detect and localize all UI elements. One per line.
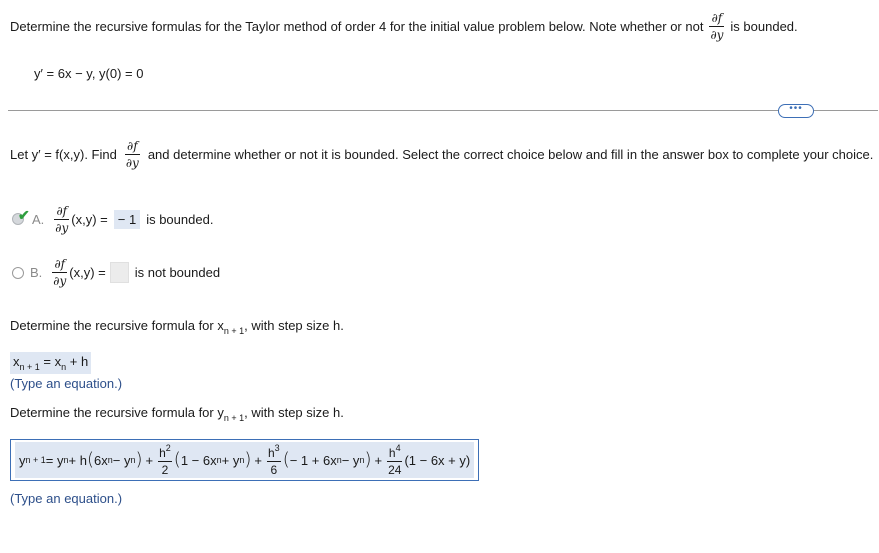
formula-term: h [388, 446, 396, 460]
subscript: n [130, 455, 136, 465]
h3-fraction [267, 444, 281, 476]
question-prompt [10, 12, 798, 41]
answer-text: = x [39, 354, 62, 369]
fraction-numerator: ∂f [54, 257, 66, 271]
choice-b[interactable] [12, 258, 220, 287]
formula-term: + h [68, 452, 87, 468]
formula-term: 1 − 6x [180, 452, 217, 468]
part2-text-end: , with step size h. [244, 318, 344, 333]
fraction-numerator: ∂f [711, 11, 723, 25]
section-divider [8, 110, 878, 111]
fraction-bar [387, 461, 402, 462]
part1-instruction [10, 140, 873, 169]
partial-derivative-fraction [125, 140, 140, 169]
paren-open: ( [173, 449, 181, 470]
superscript: 2 [165, 443, 171, 453]
choice-a-radio[interactable] [12, 206, 30, 227]
type-equation-hint: (Type an equation.) [10, 491, 123, 506]
formula-term: h [267, 446, 275, 460]
partial-derivative-fraction [54, 205, 69, 234]
part3-text-end: , with step size h. [244, 405, 344, 420]
subscript: n [239, 455, 245, 465]
fraction-numerator [158, 444, 172, 459]
choice-tail: is bounded. [146, 212, 214, 227]
ivp-equation: y′ = 6x − y, y(0) = 0 [34, 66, 144, 81]
h2-fraction [158, 444, 172, 476]
subscript: n + 1 [223, 326, 245, 336]
subscript: n [107, 455, 113, 465]
y-recursion-answer-box[interactable] [10, 439, 479, 481]
part3-text: Determine the recursive formula for y [10, 405, 224, 420]
choice-letter: A. [32, 212, 45, 227]
formula-term: h [159, 446, 166, 460]
formula-term: − 1 + 6x [289, 452, 337, 468]
choice-tail: is not bounded [134, 265, 221, 280]
fraction-denominator: ∂y [53, 274, 67, 288]
paren-close: ) [465, 452, 471, 468]
fraction-denominator: ∂y [55, 221, 69, 235]
paren-close: ) [244, 449, 252, 470]
fraction-denominator: 6 [270, 463, 278, 477]
subscript: n [63, 455, 69, 465]
fraction-bar [54, 219, 69, 220]
fraction-numerator [267, 444, 281, 459]
more-dots-icon: ••• [789, 102, 803, 114]
paren-open: ( [404, 452, 409, 468]
answer-text: + h [66, 354, 89, 369]
paren-open: ( [282, 449, 290, 470]
part2-instruction [10, 318, 344, 336]
fraction-numerator: ∂f [127, 139, 138, 153]
formula-term: y [19, 452, 26, 468]
subscript: n [336, 455, 342, 465]
formula-term: − y [341, 452, 360, 468]
fraction-bar [52, 272, 67, 273]
choice-a[interactable] [12, 205, 213, 234]
checkmark-icon: ✔ [18, 206, 30, 223]
part1-text-end: and determine whether or not it is bounded. Select the correct choice below and fill in the answer box to complete your choice. [147, 147, 874, 162]
subscript: n [359, 455, 365, 465]
choice-b-radio[interactable] [12, 267, 24, 279]
paren-close: ) [364, 449, 372, 470]
plus-sign: + [254, 452, 262, 468]
more-button[interactable] [778, 104, 814, 118]
plus-sign: + [145, 452, 154, 468]
h4-fraction [387, 444, 402, 476]
formula-term: 1 − 6x + y [408, 452, 466, 468]
choice-args: (x,y) = [69, 265, 106, 280]
fraction-numerator: ∂f [56, 204, 68, 218]
subscript: n + 1 [223, 413, 245, 423]
subscript: n [61, 362, 67, 372]
answer-text: x [13, 354, 20, 369]
part3-instruction [10, 405, 344, 423]
superscript: 3 [274, 443, 280, 453]
fraction-bar [125, 154, 140, 155]
question-text: Determine the recursive formulas for the Taylor method of order 4 for the initial value problem below. Note whether or not [10, 19, 704, 34]
fraction-denominator: ∂y [125, 156, 139, 170]
subscript: n + 1 [25, 455, 46, 465]
part1-text: Let y′ = f(x,y). Find [10, 147, 117, 162]
formula-term: + y [221, 452, 240, 468]
answer-box-b[interactable] [110, 262, 129, 283]
subscript: n [216, 455, 222, 465]
fraction-numerator [388, 444, 402, 459]
fraction-denominator: 24 [388, 463, 402, 477]
formula-term: = y [45, 452, 64, 468]
fraction-denominator: ∂y [710, 28, 724, 42]
x-recursion-answer[interactable] [10, 352, 91, 374]
y-recursion-formula [15, 442, 474, 478]
partial-derivative-fraction [52, 258, 67, 287]
question-text-end: is bounded. [730, 19, 798, 34]
answer-box-a[interactable]: − 1 [114, 210, 140, 229]
equation-input[interactable] [10, 439, 479, 481]
fraction-bar [267, 461, 281, 462]
paren-close: ) [135, 449, 143, 470]
superscript: 4 [395, 443, 401, 453]
part2-text: Determine the recursive formula for x [10, 318, 224, 333]
choice-args: (x,y) = [71, 212, 108, 227]
plus-sign: + [374, 452, 383, 468]
fraction-bar [709, 26, 724, 27]
formula-term: − y [112, 452, 131, 468]
type-equation-hint: (Type an equation.) [10, 376, 123, 391]
partial-derivative-fraction [709, 12, 724, 41]
fraction-bar [158, 461, 172, 462]
paren-open: ( [86, 449, 94, 470]
subscript: n + 1 [19, 362, 40, 372]
fraction-denominator: 2 [161, 463, 169, 477]
formula-term: 6x [93, 452, 108, 468]
choice-letter: B. [30, 265, 43, 280]
